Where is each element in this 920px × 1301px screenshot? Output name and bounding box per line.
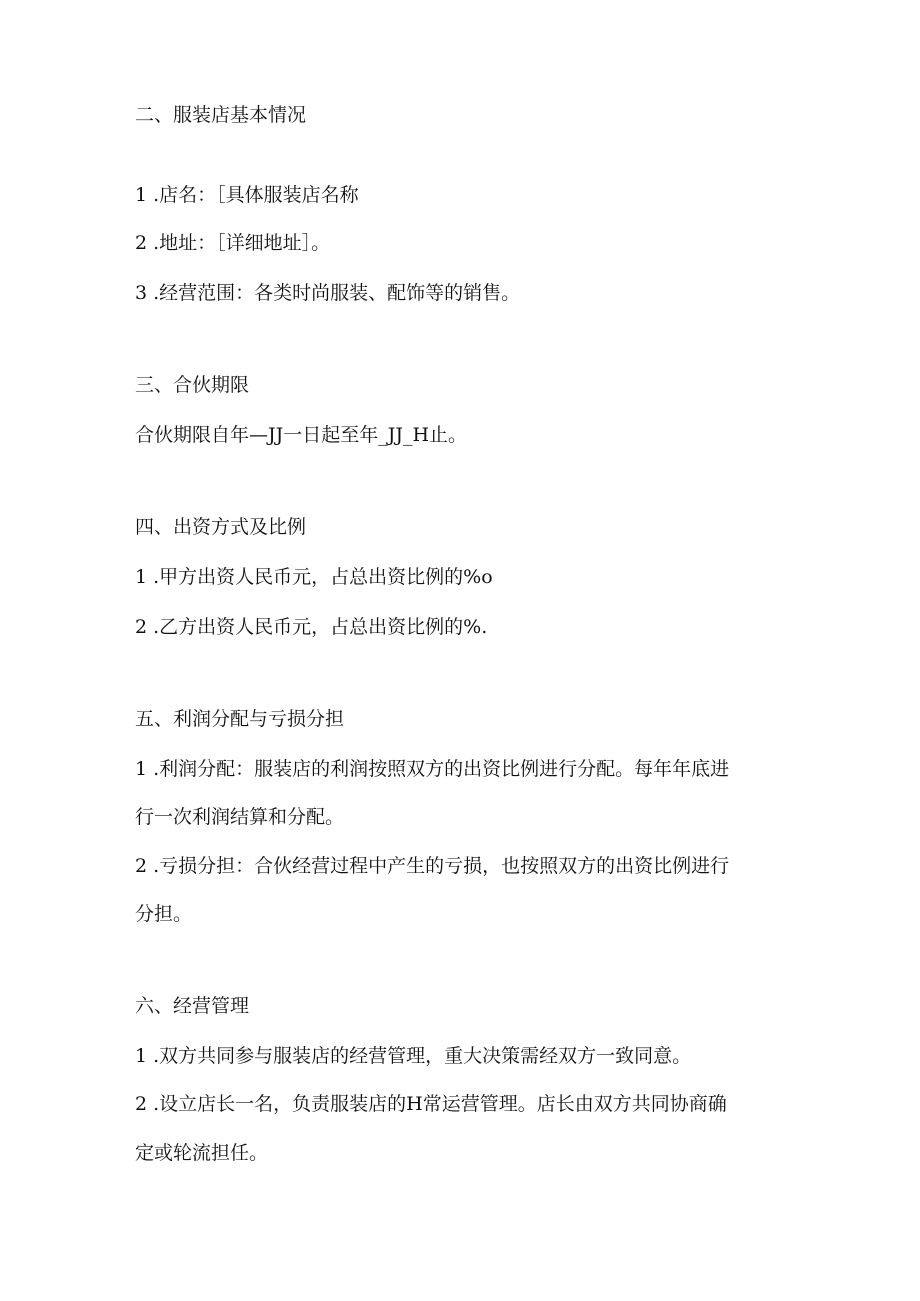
paragraph-line: 2 .乙方出资人民币元，占总出资比例的%. [135,616,488,638]
paragraph-line: 1 .双方共同参与服装店的经营管理，重大决策需经双方一致同意。 [135,1045,692,1067]
section-heading: 四、出资方式及比例 [135,516,307,538]
paragraph-line: 1 .甲方出资人民币元，占总出资比例的%o [135,566,493,588]
paragraph-line: 2 .设立店长一名，负责服装店的H常运营管理。店长由双方共同协商确 [135,1093,727,1115]
paragraph-line: 2 .亏损分担：合伙经营过程中产生的亏损，也按照双方的出资比例进行 [135,855,730,877]
section-heading: 五、利润分配与亏损分担 [135,708,345,730]
paragraph-line: 定或轮流担任。 [135,1142,269,1164]
paragraph-line: 分担。 [135,903,193,925]
paragraph-line: 2 .地址：［详细地址］。 [135,232,331,254]
section-heading: 六、经营管理 [135,995,250,1017]
paragraph-line: 1 .店名：［具体服装店名称 [135,184,359,206]
paragraph-line: 合伙期限自年—JJ一日起至年_JJ_H止。 [135,424,468,446]
paragraph-line: 1 .利润分配：服装店的利润按照双方的出资比例进行分配。每年年底进 [135,758,730,780]
paragraph-line: 3 .经营范围：各类时尚服装、配饰等的销售。 [135,282,521,304]
paragraph-line: 行一次利润结算和分配。 [135,806,345,828]
section-heading: 二、服装店基本情况 [135,104,307,126]
section-heading: 三、合伙期限 [135,374,250,396]
